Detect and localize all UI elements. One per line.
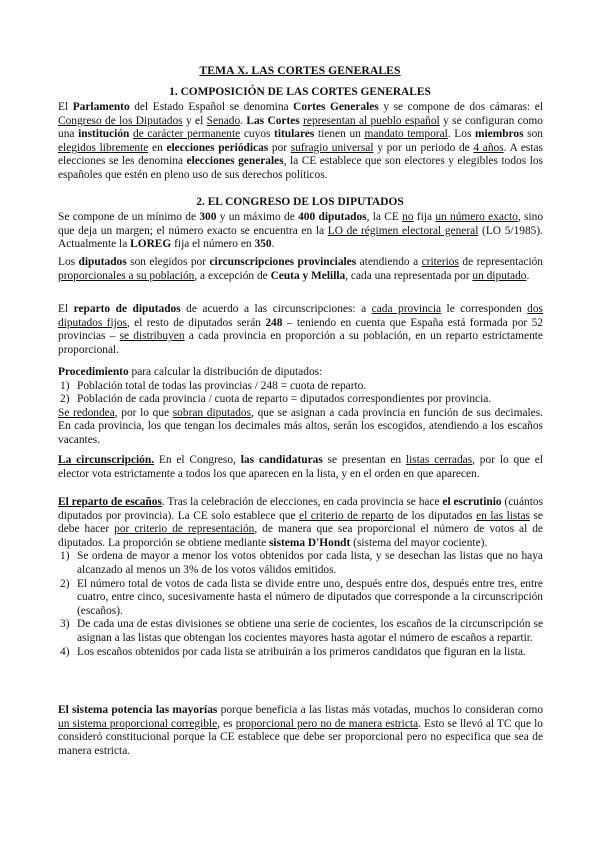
- seat-distribution-section: El reparto de escaños. Tras la celebración de elecciones, en cada provincia se hace el escrutinio (cuántos diputados por provincia). La CE solo establece que el criterio de reparto de los diputados en las listas se debe hacer por criterio de representación, de manera que sea proporcional el número de votos al de diputados. La proporción se obtiene mediante sistema D'Hondt (sistema del mayor cociente). 1) Se ordena de mayor a menor los votos obtenidos por cada lista, y se desechan las listas que no haya alcanzado al menos un 3% de los votos válidos emitidos. 2) El número total de votos de cada lista se divide entre uno, después entre dos, después entre tres, entre cuatro, entre cinco, sucesivamente hasta el número de diputados que corresponde a la circunscripción (escaños). 3) De cada una de estas divisiones se obtiene una serie de cocientes, los escaños de la circunscripción se asignan a las listas que obtengan los cocientes mayores hasta agotar el número de escaños a repartir. 4) Los escaños obtenidos por cada lista se atribuirán a los primeros candidatos que figuran en la lista.: [58, 496, 544, 658]
- list-item: 2) El número total de votos de cada lista se divide entre uno, después entre dos, después entre tres, entre cuatro, entre cinco, sucesivamente hasta el número de diputados que corresponde a la circunscripción (escaños).: [60, 577, 543, 617]
- document-title: TEMA X. LAS CORTES GENERALES: [199, 64, 401, 77]
- procedure-section: Procedimiento para calcular la distribución de diputados: 1) Población total de todas las provincias / 248 = cuota de reparto. 2) Población de cada provincia / cuota de reparto = diputados correspondientes por provincia. Se redondea, por lo que sobran diputados, que se asignan a cada provincia en función de sus decimales. En cada provincia, los que tengan los decimales más altos, serán los escogidos, atendiendo a los escaños vacantes.: [58, 366, 544, 446]
- circumscription-paragraph: La circunscripción. En el Congreso, las candidaturas se presentan en listas cerradas, por lo que el elector vota estrictamente a todos los que aparecen en la lista, y en el orden en que aparecen.: [58, 454, 543, 480]
- section-1-paragraph: El Parlamento del Estado Español se denomina Cortes Generales y se compone de dos cámaras: el Congreso de los Diputados y el Senado. Las Cortes representan al pueblo español y se configuran como una institución de carácter permanente cuyos titulares tienen un mandato temporal. Los miembros son elegidos libremente en elecciones periódicas por sufragio universal y por un periodo de 4 años. A estas elecciones se les denomina elecciones generales, la CE establece que son electores y elegibles todos los españoles que estén en pleno uso de sus derechos políticos.: [58, 101, 544, 181]
- list-item: 1) Se ordena de mayor a menor los votos obtenidos por cada lista, y se desechan las listas que no haya alcanzado al menos un 3% de los votos válidos emitidos.: [60, 550, 543, 576]
- deputies-election-paragraph: Los diputados son elegidos por circunscripciones provinciales atendiendo a criterios de representación proporcionales a su población, a excepción de Ceuta y Melilla, cada una representada por un diputado.: [58, 256, 544, 282]
- majority-system-paragraph: El sistema potencia las mayorías porque beneficia a las listas más votadas, muchos lo consideran como un sistema proporcional corregible, es proporcional pero no de manera estricta. Esto se llevó al TC que lo consideró constitucional porque la CE establece que debe ser proporcional pero no especifica que sea de manera estricta.: [58, 704, 544, 757]
- congress-composition-paragraph: Se compone de un mínimo de 300 y un máximo de 400 diputados, la CE no fija un número exacto, sino que deja un margen; el número exacto se encuentra en la LO de régimen electoral general (LO 5/1985). Actualmente la LOREG fija el número en 350.: [58, 211, 544, 251]
- procedure-list: [58, 380, 543, 407]
- section-2-heading: 2. EL CONGRESO DE LOS DIPUTADOS: [196, 196, 404, 208]
- dhondt-steps-list: [58, 550, 543, 659]
- section-1-heading: 1. COMPOSICIÓN DE LAS CORTES GENERALES: [169, 86, 431, 98]
- deputies-distribution-paragraph: El reparto de diputados de acuerdo a las circunscripciones: a cada provincia le corresponden dos diputados fijos, el resto de diputados serán 248 – teniendo en cuenta que España está formada por 52 provincias – se distribuyen a cada provincia en proporción a su población, en un reparto estrictamente proporcional.: [58, 303, 543, 356]
- list-item: 3) De cada una de estas divisiones se obtiene una serie de cocientes, los escaños de la circunscripción se asignan a las listas que obtengan los cocientes mayores hasta agotar el número de escaños a repartir.: [60, 618, 543, 644]
- list-item: 1) Población total de todas las provincias / 248 = cuota de reparto.: [60, 379, 367, 392]
- list-item: 4) Los escaños obtenidos por cada lista se atribuirán a los primeros candidatos que figuran en la lista.: [60, 645, 526, 658]
- list-item: 2) Población de cada provincia / cuota de reparto = diputados correspondientes por provincia.: [60, 393, 492, 406]
